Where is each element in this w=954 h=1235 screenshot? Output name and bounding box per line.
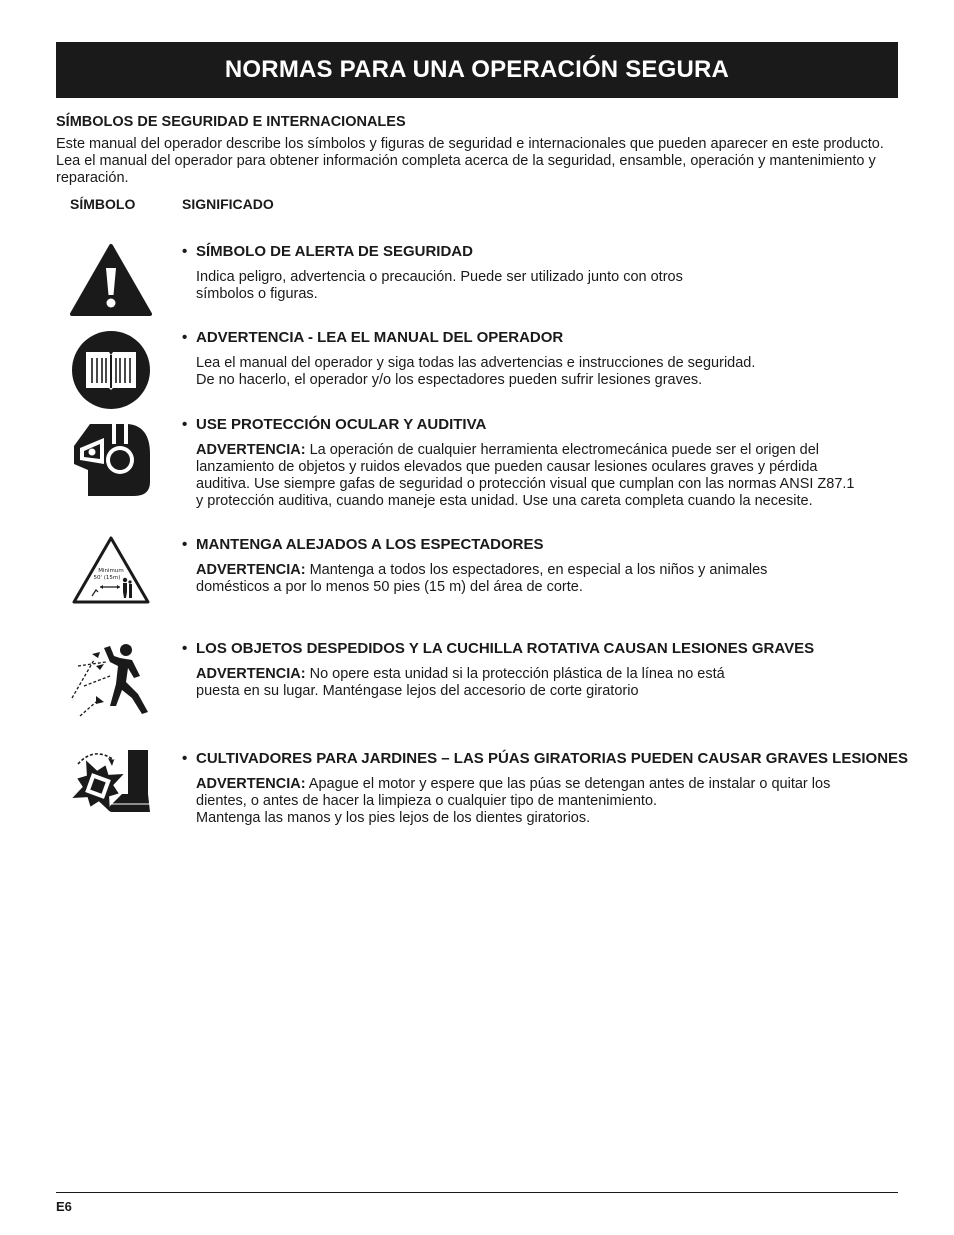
- entry-line: De no hacerlo, el operador y/o los espectadores pueden sufrir lesiones graves.: [196, 372, 703, 388]
- entry-title: MANTENGA ALEJADOS A LOS ESPECTADORES: [196, 536, 544, 553]
- entry-text: [196, 666, 922, 700]
- read-manual-icon: [70, 328, 152, 410]
- page-number: E6: [56, 1199, 72, 1214]
- entry-line: domésticos a por lo menos 50 pies (15 m) del área de corte.: [196, 579, 583, 595]
- column-header-meaning: SIGNIFICADO: [182, 196, 274, 212]
- entry-title: SÍMBOLO DE ALERTA DE SEGURIDAD: [196, 243, 473, 260]
- entry-line: Lea el manual del operador y siga todas las advertencias e instrucciones de seguridad.: [196, 355, 756, 371]
- entry-line: lanzamiento de objetos y ruidos elevados que pueden causar lesiones oculares graves y pérdida: [196, 459, 818, 475]
- entry-read-manual: [182, 329, 922, 389]
- entry-rotating-tines: [182, 750, 922, 827]
- page-title: NORMAS PARA UNA OPERACIÓN SEGURA: [224, 56, 730, 83]
- bullet: •: [182, 329, 188, 346]
- entry-line: No opere esta unidad si la protección plástica de la línea no está: [305, 666, 725, 682]
- entry-line: Mantenga a todos los espectadores, en especial a los niños y animales: [305, 562, 768, 578]
- entry-line: símbolos o figuras.: [196, 286, 318, 302]
- bullet: •: [182, 243, 188, 260]
- bullet: •: [182, 640, 188, 657]
- entry-title: LOS OBJETOS DESPEDIDOS Y LA CUCHILLA ROTATIVA CAUSAN LESIONES GRAVES: [196, 640, 815, 657]
- entry-thrown-objects: [182, 640, 922, 700]
- entry-text: [196, 562, 922, 596]
- entry-line: La operación de cualquier herramienta electromecánica puede ser el origen del: [305, 442, 820, 458]
- eye-ear-protection-icon: [70, 414, 152, 496]
- intro-paragraph: Este manual del operador describe los símbolos y figuras de seguridad e internacionales que pueden aparecer en este producto. Lea el manual del operador para obtener información completa acerca de la seguridad, ensamble, operación y mantenimiento y reparación.: [56, 136, 884, 186]
- entry-title: ADVERTENCIA - LEA EL MANUAL DEL OPERADOR: [196, 329, 564, 346]
- column-header-symbol: SÍMBOLO: [70, 196, 136, 212]
- warning-label: ADVERTENCIA:: [196, 776, 306, 792]
- entry-line: y protección auditiva, cuando maneje esta unidad. Use una careta completa cuando la necesite.: [196, 493, 813, 509]
- warning-label: ADVERTENCIA:: [196, 666, 306, 682]
- entry-text: [196, 442, 922, 510]
- warning-label: ADVERTENCIA:: [196, 442, 306, 458]
- thrown-objects-icon: [70, 636, 152, 718]
- bullet: •: [182, 536, 188, 553]
- section-heading: SÍMBOLOS DE SEGURIDAD E INTERNACIONALES: [56, 114, 406, 130]
- entry-text: [196, 776, 922, 827]
- entry-line: Indica peligro, advertencia o precaución. Puede ser utilizado junto con otros: [196, 269, 683, 285]
- entry-title: CULTIVADORES PARA JARDINES – LAS PÚAS GIRATORIAS PUEDEN CAUSAR GRAVES LESIONES: [196, 750, 909, 767]
- entry-text: [196, 355, 922, 389]
- bullet: •: [182, 416, 188, 433]
- entry-line: puesta en su lugar. Manténgase lejos del accesorio de corte giratorio: [196, 683, 639, 699]
- keep-bystanders-away-icon: [70, 530, 152, 612]
- entry-bystanders: [182, 536, 922, 596]
- entry-line: Apague el motor y espere que las púas se detengan antes de instalar o quitar los: [305, 776, 831, 792]
- entry-line: auditiva. Use siempre gafas de seguridad o protección visual que cumplan con las normas ANSI Z87.1: [196, 476, 855, 492]
- bullet: •: [182, 750, 188, 767]
- entry-line: dientes, o antes de hacer la limpieza o cualquier tipo de mantenimiento.: [196, 793, 658, 809]
- entry-safety-alert: [182, 243, 922, 303]
- bystander-sign-line1: Minimum: [98, 568, 124, 574]
- footer-divider: [56, 1192, 898, 1193]
- page-title-banner: [56, 42, 898, 98]
- entry-eye-ear-protection: [182, 416, 922, 510]
- entry-title: USE PROTECCIÓN OCULAR Y AUDITIVA: [196, 416, 487, 433]
- entry-line: Mantenga las manos y los pies lejos de los dientes giratorios.: [196, 810, 591, 826]
- rotating-tines-icon: [70, 746, 152, 828]
- bystander-sign-line2: 50' (15m): [93, 575, 121, 581]
- warning-label: ADVERTENCIA:: [196, 562, 306, 578]
- safety-alert-triangle-icon: [70, 240, 152, 322]
- entry-text: [196, 269, 922, 303]
